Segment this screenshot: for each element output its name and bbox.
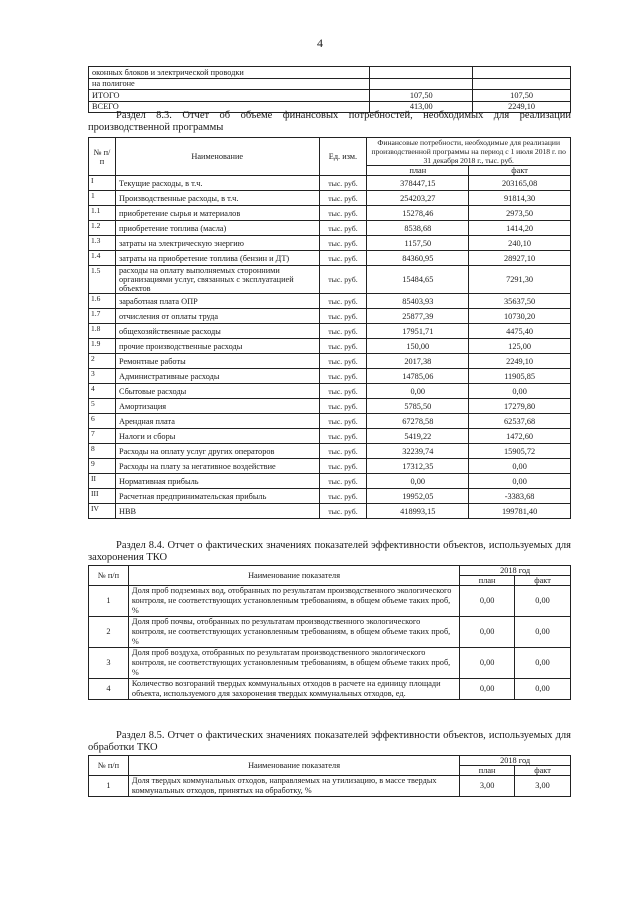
row-fact: 2973,50 <box>469 206 571 221</box>
row-fact: 199781,40 <box>469 504 571 519</box>
row-name: ИТОГО <box>89 90 370 102</box>
row-number: 3 <box>89 369 116 384</box>
table-row <box>89 67 571 79</box>
row-name: Административные расходы <box>115 369 319 384</box>
row-fact: 3,00 <box>515 776 571 797</box>
row-plan: 0,00 <box>367 384 469 399</box>
row-fact: 0,00 <box>515 679 571 700</box>
row-number: III <box>89 489 116 504</box>
row-name: Расчетная предпринимательская прибыль <box>115 489 319 504</box>
row-name: расходы на оплату выполняемых сторонними организациями услуг, связанных с эксплуатацией объектов <box>115 266 319 294</box>
table-row <box>89 294 571 309</box>
col-header-name: Наименование <box>115 138 319 176</box>
row-fact: 0,00 <box>469 459 571 474</box>
row-plan: 15278,46 <box>367 206 469 221</box>
row-name: Доля твердых коммунальных отходов, направляемых на утилизацию, в массе твердых коммунальных отходов, принятых на обработку, % <box>128 776 459 797</box>
row-plan: 5785,50 <box>367 399 469 414</box>
row-fact: 2249,10 <box>473 101 571 113</box>
row-fact: 10730,20 <box>469 309 571 324</box>
row-fact: 203165,08 <box>469 176 571 191</box>
row-number: 5 <box>89 399 116 414</box>
table-row <box>89 474 571 489</box>
row-name: затраты на электрическую энергию <box>115 236 319 251</box>
row-plan: 413,00 <box>370 101 473 113</box>
row-number: 2 <box>89 354 116 369</box>
row-name: Расходы на оплату услуг других операторов <box>115 444 319 459</box>
table-row <box>89 354 571 369</box>
row-name: Доля проб подземных вод, отобранных по результатам производственного экологического контроля, не соответствующих установленным требованиям, в общем объеме таких проб, % <box>128 586 459 617</box>
row-number: 3 <box>89 648 129 679</box>
row-fact: -3383,68 <box>469 489 571 504</box>
row-plan: 2017,38 <box>367 354 469 369</box>
table-row <box>89 399 571 414</box>
table-row <box>89 444 571 459</box>
row-fact: 1472,60 <box>469 429 571 444</box>
table-row <box>89 309 571 324</box>
row-fact: 0,00 <box>515 586 571 617</box>
row-unit: тыс. руб. <box>319 176 367 191</box>
continuation-table <box>88 66 571 113</box>
col-header-plan: план <box>460 576 515 586</box>
row-name: затраты на приобретение топлива (бензин и ДТ) <box>115 251 319 266</box>
row-name: Арендная плата <box>115 414 319 429</box>
table-row <box>89 266 571 294</box>
row-unit: тыс. руб. <box>319 444 367 459</box>
row-number: 1.3 <box>89 236 116 251</box>
row-unit: тыс. руб. <box>319 504 367 519</box>
row-fact: 28927,10 <box>469 251 571 266</box>
row-number: II <box>89 474 116 489</box>
row-plan: 25877,39 <box>367 309 469 324</box>
row-plan: 3,00 <box>460 776 515 797</box>
section-8-4-heading: Раздел 8.4. Отчет о фактических значениях показателей эффективности объектов, используемых для захоронения ТКО <box>88 540 571 563</box>
row-plan: 0,00 <box>460 679 515 700</box>
row-fact: 4475,40 <box>469 324 571 339</box>
row-fact: 0,00 <box>515 648 571 679</box>
row-number: 1.4 <box>89 251 116 266</box>
row-name: НВВ <box>115 504 319 519</box>
row-number: 2 <box>89 617 129 648</box>
row-name: Налоги и сборы <box>115 429 319 444</box>
row-plan: 32239,74 <box>367 444 469 459</box>
row-fact <box>473 78 571 90</box>
row-name: отчисления от оплаты труда <box>115 309 319 324</box>
row-name: Производственные расходы, в т.ч. <box>115 191 319 206</box>
col-header-no: № п/п <box>89 138 116 176</box>
row-unit: тыс. руб. <box>319 474 367 489</box>
row-unit: тыс. руб. <box>319 369 367 384</box>
row-unit: тыс. руб. <box>319 489 367 504</box>
row-number: 8 <box>89 444 116 459</box>
row-plan: 378447,15 <box>367 176 469 191</box>
row-unit: тыс. руб. <box>319 384 367 399</box>
table-row <box>89 78 571 90</box>
row-number: 7 <box>89 429 116 444</box>
table-row <box>89 206 571 221</box>
row-number: IV <box>89 504 116 519</box>
section-8-3-heading: Раздел 8.3. Отчет об объеме финансовых потребностей, необходимых для реализации производственной программы <box>88 110 571 133</box>
row-fact: 0,00 <box>469 474 571 489</box>
row-unit: тыс. руб. <box>319 191 367 206</box>
burial-efficiency-table <box>88 565 571 700</box>
table-row <box>89 324 571 339</box>
row-plan: 0,00 <box>367 474 469 489</box>
row-fact: 240,10 <box>469 236 571 251</box>
table-row <box>89 191 571 206</box>
col-header-year: 2018 год <box>460 756 571 766</box>
row-fact: 0,00 <box>469 384 571 399</box>
row-unit: тыс. руб. <box>319 459 367 474</box>
row-name: приобретение сырья и материалов <box>115 206 319 221</box>
financial-needs-table <box>88 137 571 519</box>
row-fact: 107,50 <box>473 90 571 102</box>
col-header-fact: факт <box>469 166 571 176</box>
col-header-unit: Ед. изм. <box>319 138 367 176</box>
row-unit: тыс. руб. <box>319 399 367 414</box>
row-number: 9 <box>89 459 116 474</box>
col-header-plan: план <box>367 166 469 176</box>
row-name: общехозяйственные расходы <box>115 324 319 339</box>
row-unit: тыс. руб. <box>319 414 367 429</box>
row-plan: 19952,05 <box>367 489 469 504</box>
row-name: Ремонтные работы <box>115 354 319 369</box>
table-row <box>89 489 571 504</box>
col-header-name: Наименование показателя <box>128 756 459 776</box>
row-unit: тыс. руб. <box>319 294 367 309</box>
row-fact: 11905,85 <box>469 369 571 384</box>
row-plan: 150,00 <box>367 339 469 354</box>
row-number: 4 <box>89 384 116 399</box>
row-plan <box>370 67 473 79</box>
row-fact: 15905,72 <box>469 444 571 459</box>
row-number: 1.2 <box>89 221 116 236</box>
row-unit: тыс. руб. <box>319 221 367 236</box>
row-unit: тыс. руб. <box>319 339 367 354</box>
row-unit: тыс. руб. <box>319 236 367 251</box>
row-plan: 8538,68 <box>367 221 469 236</box>
row-number: 1.7 <box>89 309 116 324</box>
row-name: прочие производственные расходы <box>115 339 319 354</box>
row-unit: тыс. руб. <box>319 266 367 294</box>
row-number: 1 <box>89 776 129 797</box>
table-row <box>89 369 571 384</box>
row-fact: 91814,30 <box>469 191 571 206</box>
row-number: 1 <box>89 191 116 206</box>
table-row <box>89 384 571 399</box>
row-plan: 5419,22 <box>367 429 469 444</box>
col-header-name: Наименование показателя <box>128 566 459 586</box>
table-row <box>89 504 571 519</box>
row-name: Количество возгораний твердых коммунальных отходов в расчете на единицу площади объекта, используемого для захоронения твердых коммунальных отходов, ед. <box>128 679 459 700</box>
row-plan: 0,00 <box>460 586 515 617</box>
col-header-fact: факт <box>515 576 571 586</box>
row-fact: 17279,80 <box>469 399 571 414</box>
row-plan: 107,50 <box>370 90 473 102</box>
row-plan: 17312,35 <box>367 459 469 474</box>
row-name: Текущие расходы, в т.ч. <box>115 176 319 191</box>
row-number: 1.9 <box>89 339 116 354</box>
row-number: 1 <box>89 586 129 617</box>
row-name: Доля проб воздуха, отобранных по результатам производственного экологического контроля, не соответствующих установленным требованиям, в общем объеме таких проб, % <box>128 648 459 679</box>
table-row <box>89 414 571 429</box>
row-name: Сбытовые расходы <box>115 384 319 399</box>
table-row <box>89 221 571 236</box>
row-plan: 418993,15 <box>367 504 469 519</box>
row-unit: тыс. руб. <box>319 251 367 266</box>
row-plan: 254203,27 <box>367 191 469 206</box>
row-plan: 15484,65 <box>367 266 469 294</box>
row-number: 1.5 <box>89 266 116 294</box>
table-row <box>89 90 571 102</box>
col-header-financial-needs: Финансовые потребности, необходимые для реализации производственной программы на период с 1 июля 2018 г. по 31 декабря 2018 г., тыс. руб. <box>367 138 571 166</box>
table-row <box>89 648 571 679</box>
row-unit: тыс. руб. <box>319 354 367 369</box>
row-unit: тыс. руб. <box>319 206 367 221</box>
row-plan: 0,00 <box>460 617 515 648</box>
table-row <box>89 429 571 444</box>
row-plan: 17951,71 <box>367 324 469 339</box>
section-8-5-heading: Раздел 8.5. Отчет о фактических значениях показателей эффективности объектов, используемых для обработки ТКО <box>88 730 571 753</box>
row-plan <box>370 78 473 90</box>
processing-efficiency-table <box>88 755 571 797</box>
row-fact <box>473 67 571 79</box>
row-plan: 1157,50 <box>367 236 469 251</box>
row-plan: 0,00 <box>460 648 515 679</box>
row-unit: тыс. руб. <box>319 429 367 444</box>
row-number: I <box>89 176 116 191</box>
table-row <box>89 459 571 474</box>
row-plan: 85403,93 <box>367 294 469 309</box>
table-row <box>89 617 571 648</box>
row-number: 4 <box>89 679 129 700</box>
col-header-no: № п/п <box>89 756 129 776</box>
row-plan: 67278,58 <box>367 414 469 429</box>
table-row <box>89 339 571 354</box>
page-number: 4 <box>317 36 323 50</box>
row-name: ВСЕГО <box>89 101 370 113</box>
row-name: на полигоне <box>89 78 370 90</box>
row-name: оконных блоков и электрической проводки <box>89 67 370 79</box>
table-row <box>89 176 571 191</box>
row-name: заработная плата ОПР <box>115 294 319 309</box>
table-row <box>89 586 571 617</box>
col-header-fact: факт <box>515 766 571 776</box>
col-header-no: № п/п <box>89 566 129 586</box>
row-number: 1.6 <box>89 294 116 309</box>
row-name: приобретение топлива (масла) <box>115 221 319 236</box>
row-number: 6 <box>89 414 116 429</box>
row-fact: 125,00 <box>469 339 571 354</box>
row-fact: 62537,68 <box>469 414 571 429</box>
row-name: Нормативная прибыль <box>115 474 319 489</box>
col-header-year: 2018 год <box>460 566 571 576</box>
table-row <box>89 679 571 700</box>
row-fact: 7291,30 <box>469 266 571 294</box>
table-row <box>89 236 571 251</box>
row-number: 1.1 <box>89 206 116 221</box>
col-header-plan: план <box>460 766 515 776</box>
row-fact: 35637,50 <box>469 294 571 309</box>
row-plan: 84360,95 <box>367 251 469 266</box>
row-number: 1.8 <box>89 324 116 339</box>
row-name: Амортизация <box>115 399 319 414</box>
row-name: Расходы на плату за негативное воздействие <box>115 459 319 474</box>
row-unit: тыс. руб. <box>319 309 367 324</box>
row-fact: 2249,10 <box>469 354 571 369</box>
table-row <box>89 776 571 797</box>
row-plan: 14785,06 <box>367 369 469 384</box>
table-row <box>89 251 571 266</box>
row-name: Доля проб почвы, отобранных по результатам производственного экологического контроля, не соответствующих установленным требованиям, в общем объеме таких проб, % <box>128 617 459 648</box>
row-fact: 0,00 <box>515 617 571 648</box>
row-unit: тыс. руб. <box>319 324 367 339</box>
row-fact: 1414,20 <box>469 221 571 236</box>
